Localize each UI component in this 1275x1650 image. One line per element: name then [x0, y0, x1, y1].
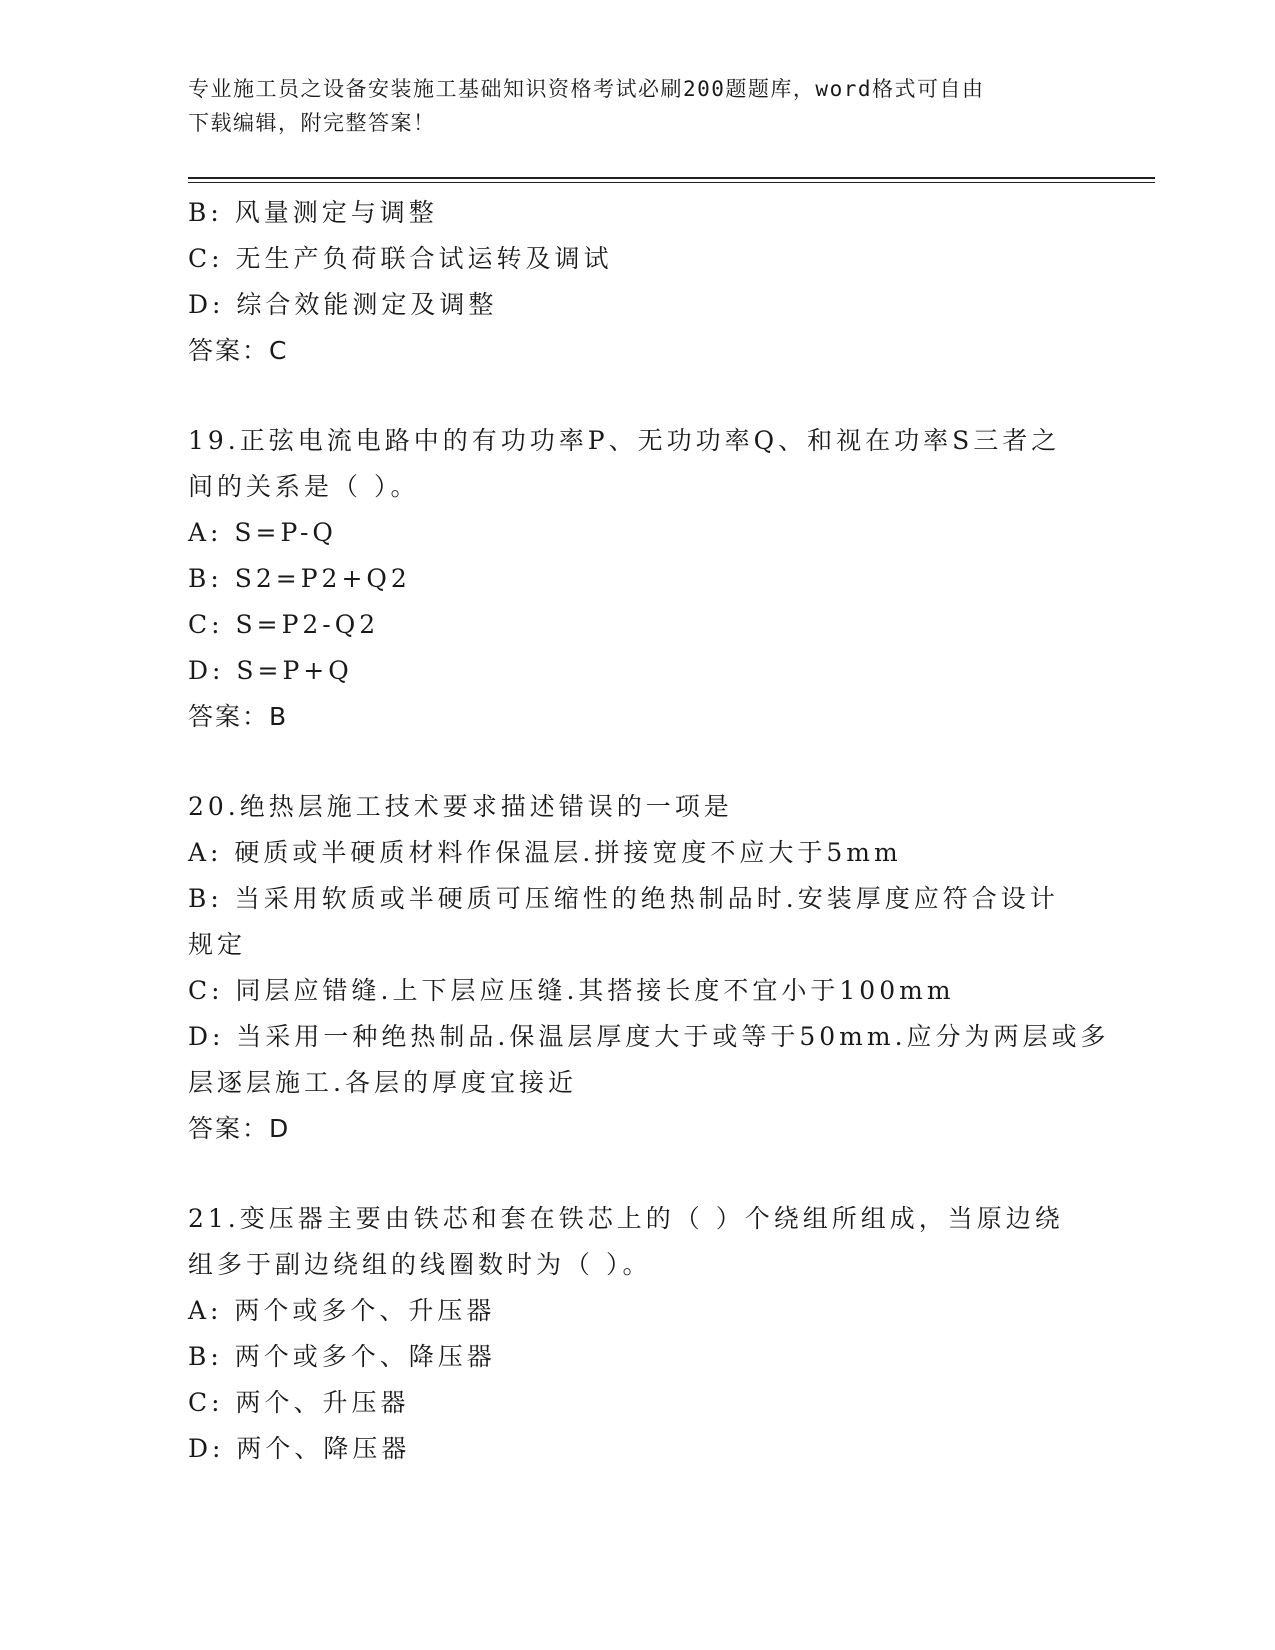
question-18: [188, 190, 1088, 374]
header-title-line-2: 下载编辑，附完整答案！: [188, 111, 436, 135]
spacer: [188, 374, 1088, 418]
header-rule-thick: [188, 177, 1155, 179]
option-d-line-2: 层逐层施工.各层的厚度宜接近: [188, 1068, 577, 1097]
spacer: [188, 1152, 1088, 1196]
option-b: B: S2=P2+Q2: [188, 564, 411, 593]
answer-label: 答案：D: [188, 1114, 291, 1143]
option-c: C: 两个、升压器: [188, 1388, 410, 1417]
question-stem: 20.绝热层施工技术要求描述错误的一项是: [188, 792, 733, 821]
header-title-line-1: 专业施工员之设备安装施工基础知识资格考试必刷200题题库，word格式可自由: [188, 77, 985, 101]
question-stem-line-2: 组多于副边绕组的线圈数时为（ ）。: [188, 1250, 652, 1279]
question-stem-line-2: 间的关系是（ ）。: [188, 472, 420, 501]
option-d-line-1: D: 当采用一种绝热制品.保温层厚度大于或等于50mm.应分为两层或多: [188, 1022, 1110, 1051]
option-d: D: 两个、降压器: [188, 1434, 411, 1463]
option-a: A: S=P-Q: [188, 518, 337, 547]
option-b-line-2: 规定: [188, 930, 247, 959]
spacer: [188, 740, 1088, 784]
option-b: B: 风量测定与调整: [188, 198, 438, 227]
option-b: B: 两个或多个、降压器: [188, 1342, 496, 1371]
option-c: C: 无生产负荷联合试运转及调试: [188, 244, 613, 273]
option-c: C: S=P2-Q2: [188, 610, 380, 639]
question-list: [188, 190, 1110, 1472]
question-19: [188, 418, 1088, 740]
option-c: C: 同层应错缝.上下层应压缝.其搭接长度不宜小于100mm: [188, 976, 955, 1005]
option-d: D: 综合效能测定及调整: [188, 290, 498, 319]
answer-label: 答案：B: [188, 702, 289, 731]
question-21: [188, 1196, 1088, 1472]
question-stem-line-1: 21.变压器主要由铁芯和套在铁芯上的（ ）个绕组所组成，当原边绕: [188, 1204, 1064, 1233]
answer-label: 答案：C: [188, 336, 289, 365]
question-20: [188, 784, 1110, 1152]
question-stem-line-1: 19.正弦电流电路中的有功功率P、无功功率Q、和视在功率S三者之: [188, 426, 1061, 455]
option-a: A: 两个或多个、升压器: [188, 1296, 496, 1325]
option-a: A: 硬质或半硬质材料作保温层.拼接宽度不应大于5mm: [188, 838, 902, 867]
page-header: [188, 72, 1088, 140]
option-d: D: S=P+Q: [188, 656, 353, 685]
header-rule-thin: [188, 182, 1155, 183]
option-b-line-1: B: 当采用软质或半硬质可压缩性的绝热制品时.安装厚度应符合设计: [188, 884, 1059, 913]
